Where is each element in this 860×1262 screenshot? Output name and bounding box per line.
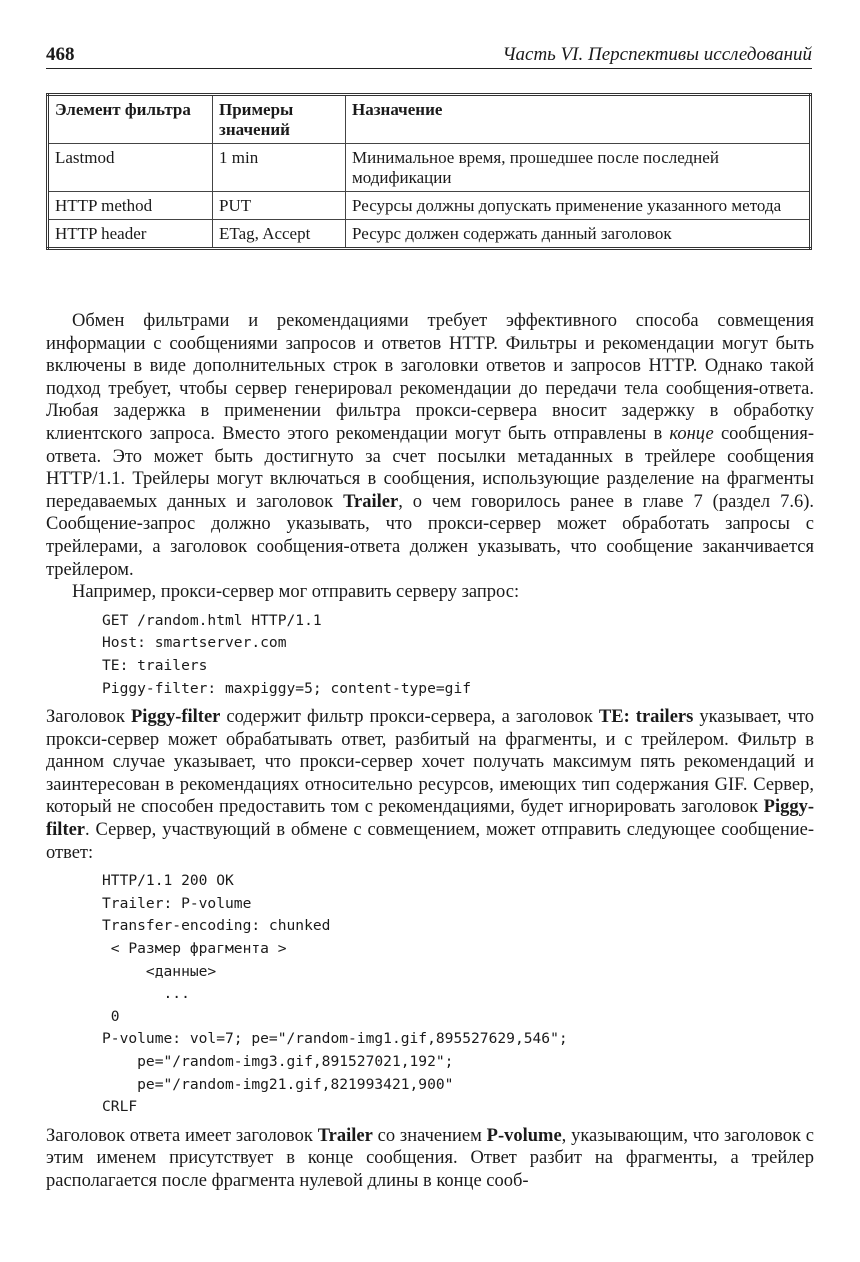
table-header-cell: Назначение — [346, 95, 811, 144]
page-number: 468 — [46, 44, 75, 65]
text-run: , о чем говорилось ранее в главе 7 (раздел 7.6). Сообщение-запрос должно указывать, что прокси-сервер может обработать запросы с трейлерами, а заголовок сообщения-ответа должен указывать, что сообщение заканчивается трейлером. — [46, 491, 814, 580]
strong-term: Piggy-filter — [131, 707, 221, 728]
strong-term: Trailer — [343, 491, 399, 512]
strong-term: Trailer — [317, 1125, 373, 1146]
text-run: . Сервер, участвующий в обмене с совмещением, может отправить следующее сообщение-ответ: — [46, 820, 814, 863]
table-cell: HTTP method — [48, 192, 213, 220]
table-cell: PUT — [213, 192, 346, 220]
paragraph — [46, 706, 814, 864]
strong-term: P-volume — [486, 1125, 562, 1146]
page-body — [46, 310, 814, 1193]
table-cell: HTTP header — [48, 220, 213, 249]
paragraph — [46, 1125, 814, 1193]
table-cell: 1 min — [213, 144, 346, 192]
text-run: Заголовок ответа имеет заголовок — [46, 1125, 318, 1146]
text-run: Обмен фильтрами и рекомендациями требует эффективного способа совмещения информации с сообщениями запросов и ответов HTTP. Фильтры и рекомендации могут быть включены в виде дополнительных строк в заголовки ответов и запросов HTTP. Однако такой подход требует, чтобы сервер генерировал рекомендации до передачи тела сообщения-ответа. Любая задержка в применении фильтра прокси-сервера вносит задержку в обработку клиентского запроса. Вместо этого рекомендации могут быть отправлены в — [46, 311, 814, 444]
text-run: указывает, что прокси-сервер может обрабатывать ответ, разбитый на фрагменты, и с трейлером. Фильтр в данном случае указывает, что прокси-сервер хочет получать максимум пять рекомендаций и заинтересован в рекомендациях относительно ресурсов, имеющих тип содержания GIF. Сервер, который не способен предоставить том с рекомендациями, будет игнорировать заголовок — [46, 707, 814, 818]
page-header — [46, 44, 812, 66]
filter-table — [46, 93, 812, 250]
text-run: сообщения-ответа. Это может быть достигнуто за счет посылки метаданных в трейлере сообщения HTTP/1.1. Трейлеры могут включаться в сообщения, использующие разделение на фрагменты передаваемых данных и заголовок — [46, 423, 814, 512]
running-head: Часть VI. Перспективы исследований — [502, 44, 812, 65]
table-row — [48, 220, 811, 249]
table-header-cell: Элемент фильтра — [48, 95, 213, 144]
text-run: со значением — [372, 1125, 487, 1146]
table-header-cell: Примеры значений — [213, 95, 346, 144]
code-block-request: GET /random.html HTTP/1.1 Host: smartserver.com TE: trailers Piggy-filter: maxpiggy=5; content-type=gif — [102, 611, 472, 697]
text-run: , указывающим, что заголовок с этим именем присутствует в конце сообщения. Ответ разбит на фрагменты, а трейлер располагается после фрагмента нулевой длины в конце сооб- — [46, 1125, 814, 1191]
table-cell: Минимальное время, прошедшее после последней модификации — [346, 144, 811, 192]
header-rule — [46, 68, 812, 69]
paragraph: Например, прокси-сервер мог отправить серверу запрос: — [72, 582, 520, 603]
text-run: содержит фильтр прокси-сервера, а заголовок — [220, 707, 599, 728]
code-block-response: HTTP/1.1 200 OK Trailer: P-volume Transfer-encoding: chunked < Размер фрагмента > <данные> ... 0 P-volume: vol=7; pe="/random-img1.gif,895527629,546"; pe="/random-img3.gif,891527021,192"; pe="/random-img21.gif,821993421,900" CRLF — [102, 872, 568, 1116]
table-row — [48, 192, 811, 220]
emphasis: конце — [669, 423, 714, 444]
book-page — [46, 0, 814, 1262]
table-header-row — [48, 95, 811, 144]
table-cell: Ресурсы должны допускать применение указанного метода — [346, 192, 811, 220]
strong-term: Piggy-filter — [46, 797, 814, 841]
table-cell: Ресурс должен содержать данный заголовок — [346, 220, 811, 249]
table-cell: Lastmod — [48, 144, 213, 192]
table-row — [48, 144, 811, 192]
text-run: Заголовок — [46, 707, 131, 728]
paragraph — [46, 310, 814, 581]
strong-term: TE: trailers — [598, 707, 694, 728]
table-cell: ETag, Accept — [213, 220, 346, 249]
